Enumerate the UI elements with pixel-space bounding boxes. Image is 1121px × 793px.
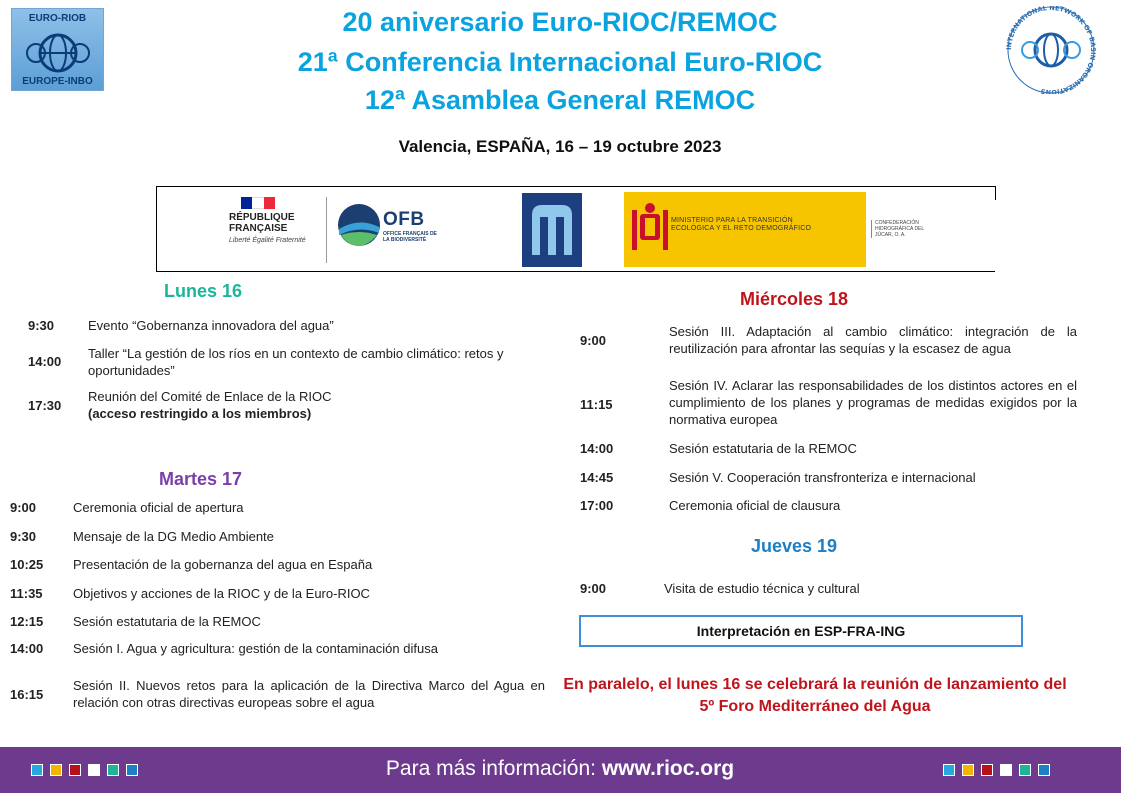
remoc-logo (522, 193, 582, 267)
title-line-2: 21ª Conferencia Internacional Euro-RIOC (297, 47, 823, 77)
miercoles-event-5: Ceremonia oficial de clausura (669, 498, 841, 513)
miercoles-event-1: Sesión III. Adaptación al cambio climático: integración de la reutilización para afrontar las sequías y la escasez de agua (669, 324, 1077, 356)
logo-left-bottom-text: EUROPE-INBO (22, 76, 93, 87)
day-heading-miercoles: Miércoles 18 (740, 289, 849, 309)
jueves-time-1: 9:00 (580, 581, 607, 596)
spain-coat-of-arms-icon (628, 200, 672, 260)
martes-time-5: 12:15 (10, 614, 44, 629)
jueves-event-1: Visita de estudio técnica y cultural (664, 581, 860, 596)
martes-event-3: Presentación de la gobernanza del agua en España (73, 557, 373, 572)
lunes-event-1: Evento “Gobernanza innovadora del agua” (88, 318, 334, 333)
miercoles-event-4: Sesión V. Cooperación transfronteriza e internacional (669, 470, 976, 485)
website-link[interactable]: www.rioc.org (601, 757, 735, 780)
martes-time-2: 9:30 (10, 529, 37, 544)
svg-text:INTERNATIONAL NETWORK OF BASIN: INTERNATIONAL NETWORK OF BASIN ORGANIZATIONS (1004, 6, 1098, 94)
lunes-time-1: 9:30 (28, 318, 55, 333)
interpretation-box: Interpretación en ESP-FRA-ING (579, 615, 1023, 647)
republique-francaise-logo (229, 197, 319, 245)
decorative-squares-right (943, 764, 1050, 776)
martes-event-7: Sesión II. Nuevos retos para la aplicación de la Directiva Marco del Agua en relación con otras directivas europeas sobre el agua (73, 678, 545, 710)
ofb-name: OFB (383, 209, 425, 230)
lunes-event-3-text: Reunión del Comité de Enlace de la RIOC (88, 389, 332, 404)
square-icon (1019, 764, 1031, 776)
rf-motto: Liberté Égalité Fraternité (229, 237, 306, 244)
miercoles-time-2: 11:15 (580, 397, 613, 412)
square-icon (88, 764, 100, 776)
martes-time-6: 14:00 (10, 641, 44, 656)
square-icon (126, 764, 138, 776)
more-info (300, 757, 820, 781)
lunes-event-3 (88, 388, 518, 422)
martes-time-1: 9:00 (10, 500, 37, 515)
ministerio-logo (624, 192, 866, 267)
square-icon (943, 764, 955, 776)
network-globe-icon (997, 6, 1105, 94)
day-heading-jueves: Jueves 19 (751, 536, 838, 556)
logo-left-top-text: EURO-RIOB (28, 13, 87, 24)
martes-time-3: 10:25 (10, 557, 44, 572)
square-icon (69, 764, 81, 776)
martes-event-1: Ceremonia oficial de apertura (73, 500, 244, 515)
remoc-m-icon (522, 193, 582, 267)
square-icon (1000, 764, 1012, 776)
miercoles-time-3: 14:00 (580, 441, 614, 456)
square-icon (962, 764, 974, 776)
square-icon (981, 764, 993, 776)
martes-event-4: Objetivos y acciones de la RIOC y de la Euro-RIOC (73, 586, 370, 601)
event-location-date: Valencia, ESPAÑA, 16 – 19 octubre 2023 (398, 137, 722, 156)
inbo-logo (997, 6, 1105, 94)
ofb-subtitle: OFFICE FRANÇAIS DE LA BIODIVERSITÉ (383, 231, 437, 243)
miercoles-time-5: 17:00 (580, 498, 614, 513)
miercoles-event-2: Sesión IV. Aclarar las responsabilidades de los distintos actores en el cumplimiento de los planes y programas de medidas exigidos por la normativa europea (669, 378, 1077, 427)
square-icon (31, 764, 43, 776)
rf-name: RÉPUBLIQUE FRANÇAISE (229, 212, 295, 234)
miercoles-time-1: 9:00 (580, 333, 607, 348)
day-heading-martes: Martes 17 (159, 469, 243, 489)
miercoles-event-3: Sesión estatutaria de la REMOC (669, 441, 857, 456)
square-icon (50, 764, 62, 776)
miercoles-time-4: 14:45 (580, 470, 614, 485)
decorative-squares-left (31, 764, 138, 776)
french-flag-icon (241, 197, 275, 209)
ofb-emblem-icon (337, 203, 381, 247)
euro-riob-logo (11, 8, 104, 91)
parallel-event-note: En paralelo, el lunes 16 se celebrará la reunión de lanzamiento del 5º Foro Mediterráneo del Agua (563, 676, 1067, 715)
sponsor-logos (156, 186, 995, 272)
lunes-time-3: 17:30 (28, 398, 62, 413)
footer-bar (0, 747, 1121, 793)
lunes-event-3-note: (acceso restringido a los miembros) (88, 406, 312, 421)
chj-name: CONFEDERACIÓN HIDROGRÁFICA DEL JÚCAR, O. A. (871, 220, 941, 238)
ministerio-name: MINISTERIO PARA LA TRANSICIÓN ECOLÓGICA Y EL RETO DEMOGRÁFICO (671, 217, 812, 232)
martes-time-4: 11:35 (10, 586, 43, 601)
lunes-time-2: 14:00 (28, 354, 62, 369)
martes-event-5: Sesión estatutaria de la REMOC (73, 614, 261, 629)
martes-time-7: 16:15 (10, 687, 44, 702)
martes-event-6: Sesión I. Agua y agricultura: gestión de la contaminación difusa (73, 641, 438, 656)
square-icon (1038, 764, 1050, 776)
martes-event-2: Mensaje de la DG Medio Ambiente (73, 529, 274, 544)
day-heading-lunes: Lunes 16 (164, 281, 243, 301)
title-line-3: 12ª Asamblea General REMOC (364, 85, 756, 115)
square-icon (107, 764, 119, 776)
lunes-event-2: Taller “La gestión de los ríos en un contexto de cambio climático: retos y oportunidades” (88, 346, 504, 378)
more-info-label: Para más información: (385, 757, 596, 780)
title-line-1: 20 aniversario Euro-RIOC/REMOC (342, 7, 778, 37)
